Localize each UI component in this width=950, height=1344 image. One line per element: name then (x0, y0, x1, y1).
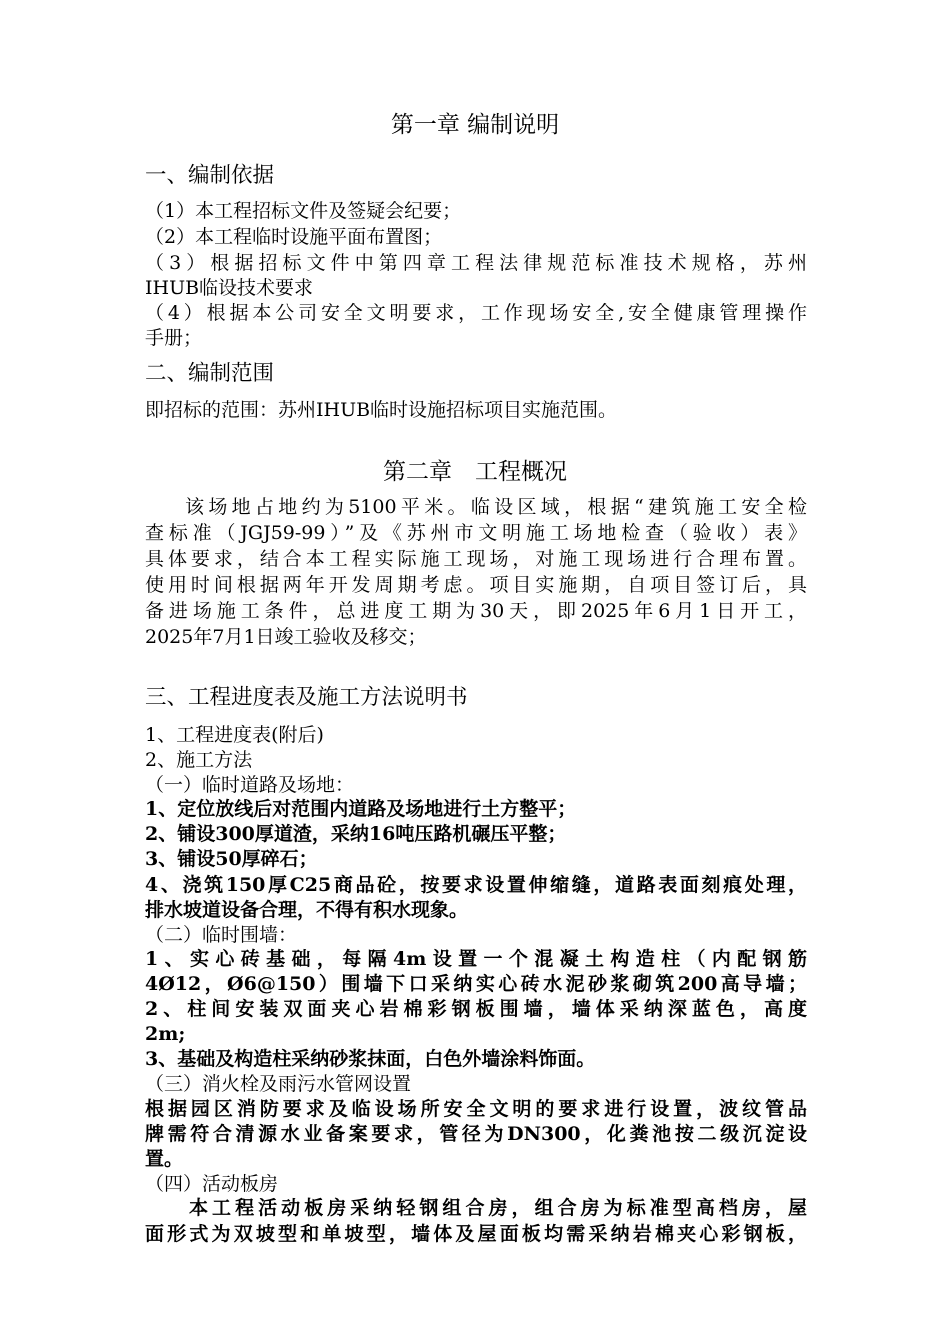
scope-text: 即招标的范围：苏州IHUB临时设施招标项目实施范围。 (145, 399, 618, 421)
road-line-2: 2、铺设300厚道渣，采纳16吨压路机碾压平整； (145, 823, 567, 845)
basis-item-4: （4）根据本公司安全文明要求，工作现场安全,安全健康管理操作 (145, 302, 807, 324)
wall-line-1: 1、实心砖基础，每隔4m设置一个混凝土构造柱（内配钢筋 (145, 948, 807, 970)
subsection-prefab: （四）活动板房 (145, 1173, 279, 1195)
subsection-hydrant: （三）消火栓及雨污水管网设置 (145, 1073, 412, 1095)
road-line-1: 1、定位放线后对范围内道路及场地进行土方整平； (145, 798, 577, 820)
wall-line-3: 2、柱间安装双面夹心岩棉彩钢板围墙，墙体采纳深蓝色，高度 (145, 998, 807, 1020)
section-heading-scope: 二、编制范围 (145, 361, 275, 386)
wall-line-2: 4Ø12，Ø6@150）围墙下口采纳实心砖水泥砂浆砌筑200高导墙； (145, 973, 807, 995)
schedule-line: 1、工程进度表(附后) (145, 724, 324, 746)
overview-line-2: 查标准（JGJ59-99）”及《苏州市文明施工场地检查（验收）表》 (145, 522, 807, 544)
prefab-line-2: 面形式为双坡型和单坡型，墙体及屋面板均需采纳岩棉夹心彩钢板， (145, 1223, 807, 1245)
chapter2-title: 第二章 工程概况 (383, 459, 567, 485)
road-line-3: 3、铺设50厚碎石； (145, 848, 318, 870)
hydrant-line-3: 置。 (145, 1148, 184, 1170)
road-line-5: 排水坡道设备合理，不得有积水现象。 (145, 899, 469, 921)
section-heading-schedule: 三、工程进度表及施工方法说明书 (145, 685, 468, 710)
method-line: 2、施工方法 (145, 749, 253, 771)
wall-line-5: 3、基础及构造柱采纳砂浆抹面，白色外墙涂料饰面。 (145, 1048, 596, 1070)
road-line-4: 4、浇筑150厚C25商品砼，按要求设置伸缩缝，道路表面刻痕处理， (145, 874, 807, 896)
basis-item-3: （3）根据招标文件中第四章工程法律规范标准技术规格，苏州 (145, 252, 807, 274)
subsection-wall: （二）临时围墙： (145, 924, 298, 946)
prefab-line-1: 本工程活动板房采纳轻钢组合房，组合房为标准型高档房，屋 (189, 1197, 807, 1219)
overview-line-6: 2025年7月1日竣工验收及移交； (145, 626, 427, 648)
basis-item-1: （1）本工程招标文件及签疑会纪要； (145, 200, 462, 222)
chapter1-title: 第一章 编制说明 (390, 112, 560, 138)
hydrant-line-1: 根据园区消防要求及临设场所安全文明的要求进行设置，波纹管品 (145, 1098, 807, 1120)
basis-item-3-cont: IHUB临设技术要求 (145, 277, 314, 299)
overview-line-1: 该场地占地约为5100平米。临设区域，根据“建筑施工安全检 (185, 496, 807, 518)
overview-line-5: 备进场施工条件，总进度工期为30天，即2025年6月1日开工， (145, 600, 807, 622)
hydrant-line-2: 牌需符合清源水业备案要求，管径为DN300，化粪池按二级沉淀设 (145, 1123, 807, 1145)
basis-item-2: （2）本工程临时设施平面布置图； (145, 226, 443, 248)
basis-item-4-cont: 手册； (145, 327, 203, 349)
section-heading-basis: 一、编制依据 (145, 163, 275, 188)
wall-line-4: 2m; (145, 1023, 186, 1045)
overview-line-4: 使用时间根据两年开发周期考虑。项目实施期，自项目签订后，具 (145, 574, 807, 596)
overview-line-3: 具体要求，结合本工程实际施工现场，对施工现场进行合理布置。 (145, 548, 807, 570)
subsection-road: （一）临时道路及场地： (145, 774, 355, 796)
